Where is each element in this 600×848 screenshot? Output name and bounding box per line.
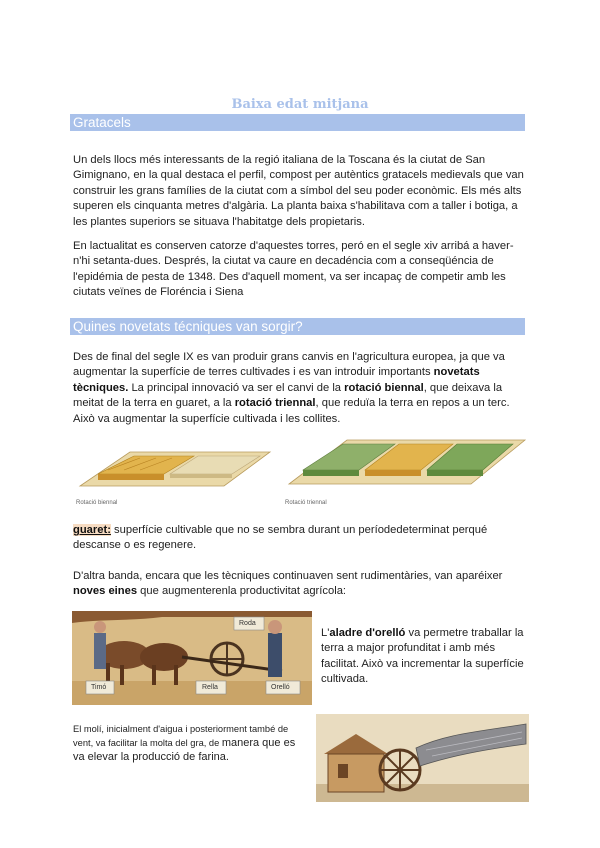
paragraph-gratacels-2: En lactualitat es conserven catorze d'aquestes torres, peró en el segle xiv arribá a haver-n'hi setanta-dues. Després, la ciutat va caure en decadéncia com a conseqüéncia de l'epidémia de pesta de 1348. Des d'aquell moment, va ser incapaç de competir amb les ciutats veïnes de Floréncia i Siena [73,240,514,299]
biennial-rotation-illustration [74,434,274,514]
text: , que deixava la meitat de la terra en guaret, a la [73,381,503,410]
text: va permetre traballar la terra a major profunditat i amb més facilitat. Això va incrementar la superfície cultivada. [321,627,524,686]
bold-term: rotació biennal [344,381,424,394]
paragraph-guaret [73,523,528,554]
label-orello: Orelló [271,684,290,691]
text: Des de final del segle IX es van produir grans canvis en l'agricultura europea, ja que va augmentar la superfície de terres cultivades i es van introduir importants [73,351,505,379]
text: El molí, inicialment d'aigua i posteriorment també de vent, va facilitar la molta del gra, de [73,724,289,748]
mill-illustration [316,714,529,802]
paragraph-novetats [73,350,528,427]
section-heading-novetats: Quines novetats técniques van sorgir? [70,318,525,335]
paragraph-noves-eines [73,569,528,600]
bold-term: rotació triennal [234,397,316,410]
triennial-rotation-illustration [285,426,530,516]
text: La principal innovació va ser el canvi de la [128,381,345,394]
page-title: Baixa edat mitjana [231,97,369,112]
paragraph-gratacels-1: Un dels llocs més interessants de la regió italiana de la Toscana és la ciutat de San Gimignano, en la qual destaca el perfil, compost per autèntics gratacels medievals que van construir les grans famílies de la ciutat com a símbol del seu poder econòmic. Els més alts superen els cinquanta metres d'algària. La planta baixa s'habilitava com a taller i botiga, a les plantes superiors se situava l'habitatge dels propietaris. [73,154,524,228]
guaret-term: guaret: [73,524,111,536]
label-timo: Timó [91,684,107,691]
caption-biennial: Rotació biennal [76,500,118,506]
text: , que reduïa la terra en repos a un terc. Això va augmentar la superfície cultivada i les collites. [73,397,510,425]
text: manera que es va elevar la producció de farina. [73,737,296,763]
guaret-definition: superfície cultivable que no se sembra durant un períodedeterminat perqué descanse o es regenere. [73,524,488,552]
label-rella: Rella [202,684,218,691]
section-heading-gratacels: Gratacels [70,114,525,131]
paragraph-aladre [321,626,531,688]
paragraph-moli [73,722,305,764]
text: L' [321,627,330,639]
bold-term: novetats tècniques. [73,366,480,394]
plough-illustration [72,611,312,705]
text: que augmenterenla productivitat agrícola: [137,585,347,598]
bold-term: noves eines [73,585,138,598]
label-roda: Roda [239,620,256,627]
caption-triennial: Rotació triennal [285,500,327,506]
bold-term: aladre d'orelló [329,627,406,639]
text: D'altra banda, encara que les tècniques continuaven sent rudimentàries, van aparéixer [73,570,503,582]
